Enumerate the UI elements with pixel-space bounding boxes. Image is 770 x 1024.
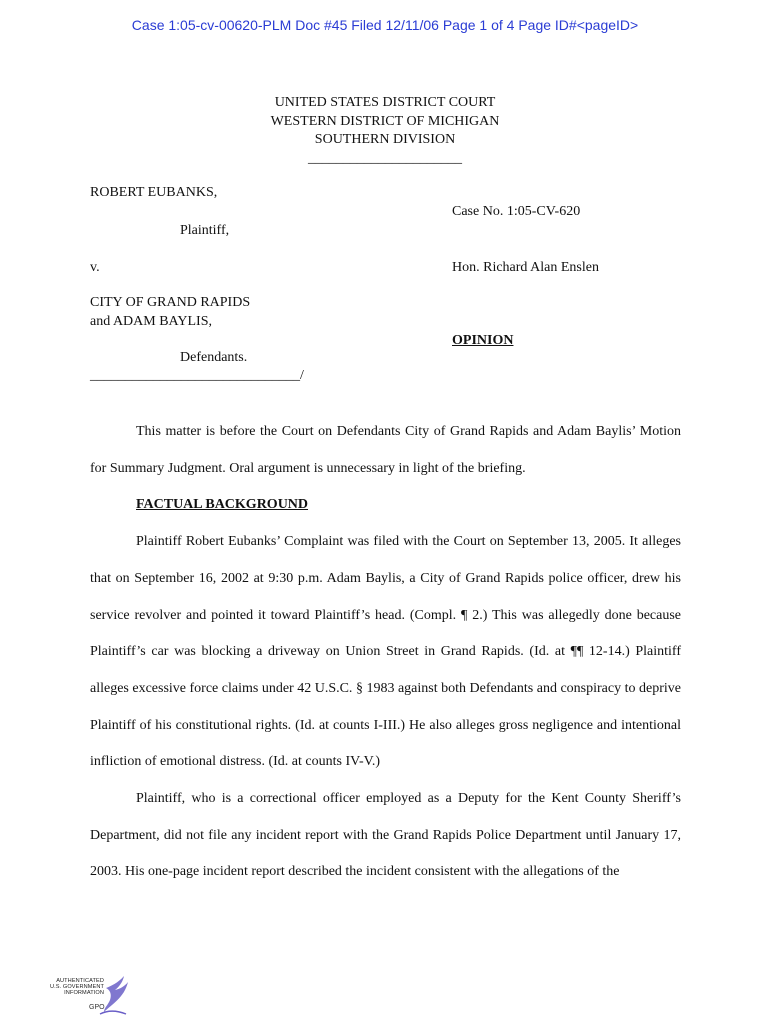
versus: v. bbox=[90, 260, 100, 275]
defendant-line-2: and ADAM BAYLIS, bbox=[90, 314, 212, 329]
case-number: Case No. 1:05-CV-620 bbox=[452, 204, 581, 219]
defendant-line-1: CITY OF GRAND RAPIDS bbox=[90, 295, 251, 310]
section-heading: FACTUAL BACKGROUND bbox=[136, 497, 309, 513]
paragraph-incident-report: Plaintiff, who is a correctional officer employed as a Deputy for the Kent County Sheriff’s Department, did not file any incident report with the Grand Rapids Police Department until January 17, 2003. His one-page incident report described the incident consistent with the allegations of the bbox=[90, 791, 681, 880]
gpo-mark: GPO bbox=[89, 1004, 105, 1011]
eagle-icon bbox=[98, 974, 132, 1018]
gpo-logo-text bbox=[42, 978, 104, 997]
judge-name: Hon. Richard Alan Enslen bbox=[452, 260, 599, 275]
court-heading bbox=[0, 94, 770, 168]
document-title: OPINION bbox=[452, 333, 514, 348]
court-district-line: WESTERN DISTRICT OF MICHIGAN bbox=[270, 113, 500, 129]
court-heading-rule: ______________________ bbox=[308, 150, 462, 166]
gpo-logo-line-3: INFORMATION bbox=[64, 990, 104, 997]
gpo-logo-line-2: U.S. GOVERNMENT bbox=[49, 984, 104, 991]
gpo-authenticated-logo bbox=[42, 974, 132, 1018]
plaintiff-role: Plaintiff, bbox=[180, 223, 230, 238]
court-division-line: SOUTHERN DIVISION bbox=[314, 132, 456, 147]
opinion-body bbox=[90, 414, 681, 891]
caption-closing-rule: ______________________________/ bbox=[90, 368, 304, 383]
plaintiff-name: ROBERT EUBANKS, bbox=[90, 185, 218, 200]
gpo-logo-line-1: AUTHENTICATED bbox=[56, 978, 104, 984]
paragraph-intro: This matter is before the Court on Defendants City of Grand Rapids and Adam Baylis’ Motion for Summary Judgment. Oral argument is unnecessary in light of the briefing. bbox=[90, 424, 681, 476]
paragraph-complaint: Plaintiff Robert Eubanks’ Complaint was filed with the Court on September 13, 2005. It alleges that on September 16, 2002 at 9:30 p.m. Adam Baylis, a City of Grand Rapids police officer, drew his service revolver and pointed it toward Plaintiff’s head. (Compl. ¶ 2.) This was allegedly done because Plaintiff’s car was blocking a driveway on Union Street in Grand Rapids. (Id. at ¶¶ 12-14.) Plaintiff alleges excessive force claims under 42 U.S.C. § 1983 against both Defendants and conspiracy to deprive Plaintiff of his constitutional rights. (Id. at counts I-III.) He also alleges gross negligence and intentional infliction of emotional distress. (Id. at counts IV-V.) bbox=[90, 534, 681, 770]
court-name-line: UNITED STATES DISTRICT COURT bbox=[274, 95, 496, 110]
defendant-role: Defendants. bbox=[180, 350, 248, 365]
ecf-header-stamp: Case 1:05-cv-00620-PLM Doc #45 Filed 12/11/06 Page 1 of 4 Page ID#<pageID> bbox=[131, 17, 639, 33]
